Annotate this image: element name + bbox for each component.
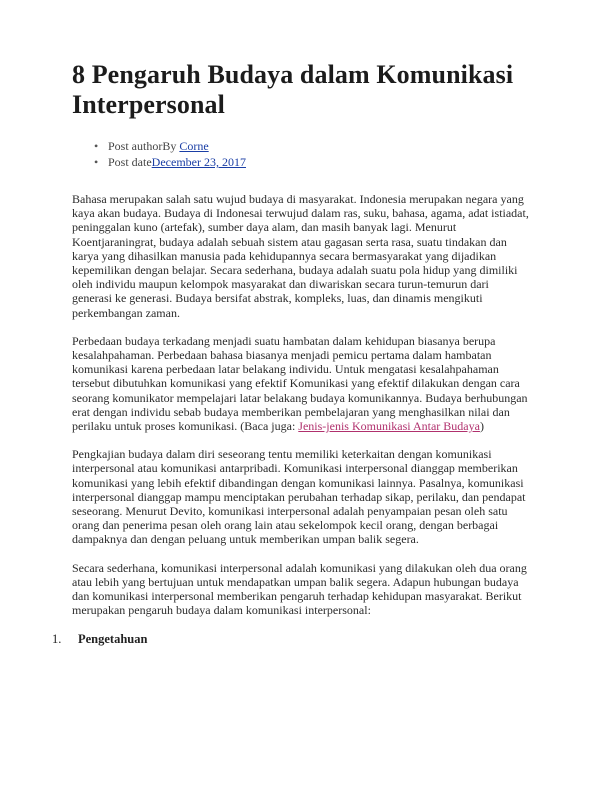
list-item-heading: Pengetahuan: [78, 632, 148, 647]
paragraph-2: [72, 334, 530, 433]
post-author-by: By: [162, 139, 180, 153]
post-meta: [72, 138, 530, 170]
related-article-link[interactable]: Jenis-jenis Komunikasi Antar Budaya: [298, 419, 480, 434]
post-date: [94, 154, 530, 170]
paragraph-4: Secara sederhana, komunikasi interpersonal adalah komunikasi yang dilakukan oleh dua orang atau lebih yang bertujuan untuk mendapatkan umpan balik segera. Adapun hubungan budaya dan komunikasi interpersonal memberikan pengaruh terhadap kehidupan masyarakat. Berikut merupakan pengaruh budaya dalam komunikasi interpersonal:: [72, 560, 527, 618]
paragraph-2-close: ): [479, 419, 484, 434]
paragraph-1: Bahasa merupakan salah satu wujud budaya di masyarakat. Indonesia merupakan negara yang kaya akan budaya. Budaya di Indonesai terwujud dalam ras, suku, bahasa, agama, adat istiadat, peninggalan kuno (artefak), sumber daya alam, dan masih banyak lagi. Menurut Koentjaraningrat, budaya adalah sebuah sistem atau gagasan serta rasa, suatu tindakan dan karya yang dihasilkan manusia pada kehidupannya secara bermasyarakat yang dijadikan kepemilikan dengan belajar. Secara sederhana, budaya adalah suatu pola hidup yang dimiliki oleh individu maupun kelompok masyarakat dan diwariskan secara turun-temurun dari generasi ke generasi. Budaya bersifat abstrak, kompleks, luas, dan dinamis mengikuti perkembangan zaman.: [72, 192, 529, 320]
article-title: 8 Pengaruh Budaya dalam Komunikasi Interpersonal: [72, 60, 514, 119]
author-link[interactable]: Corne: [179, 139, 209, 153]
paragraph-3: Pengkajian budaya dalam diri seseorang tentu memiliki keterkaitan dengan komunikasi interpersonal atau komunikasi antarpribadi. Komunikasi interpersonal dianggap memberikan komunikasi yang lebih efektif dibandingan dengan komunikasi lainnya. Pasalnya, komunikasi interpersonal dianggap mampu menciptakan perubahan terhadap sikap, perilaku, dan pendapat seseorang. Menurut Devito, komunikasi interpersonal adalah penyampaian pesan oleh satu orang dan penerima pesan oleh orang lain atau sekelompok kecil orang, dengan berbagai dampaknya dan dengan peluang untuk memberikan umpan balik segera.: [72, 447, 526, 547]
post-date-prefix: Post date: [108, 155, 152, 169]
date-link[interactable]: December 23, 2017: [151, 155, 246, 169]
influence-list: [52, 631, 530, 647]
post-author: [94, 138, 530, 154]
list-item: [52, 631, 530, 647]
post-author-prefix: Post author: [108, 139, 163, 153]
paragraph-2-text: Perbedaan budaya terkadang menjadi suatu hambatan dalam kehidupan biasanya berupa kesalahpahaman. Perbedaan bahasa biasanya menjadi pemicu pertama dalam hambatan komunikasi karena perbedaan latar belakang individu. Untuk mengatasi kesalahpahaman tersebut dibutuhkan komunikasi yang efektif Komunikasi yang efektif dilakukan dengan cara seorang komunikator mempelajari latar belakang budaya komunikannya. Budaya berhubungan erat dengan individu sebab budaya memberikan pembelajaran yang menghasilkan nilai dan perilaku untuk proses komunikasi. (Baca juga:: [72, 333, 528, 434]
list-item-number: 1.: [52, 632, 62, 647]
